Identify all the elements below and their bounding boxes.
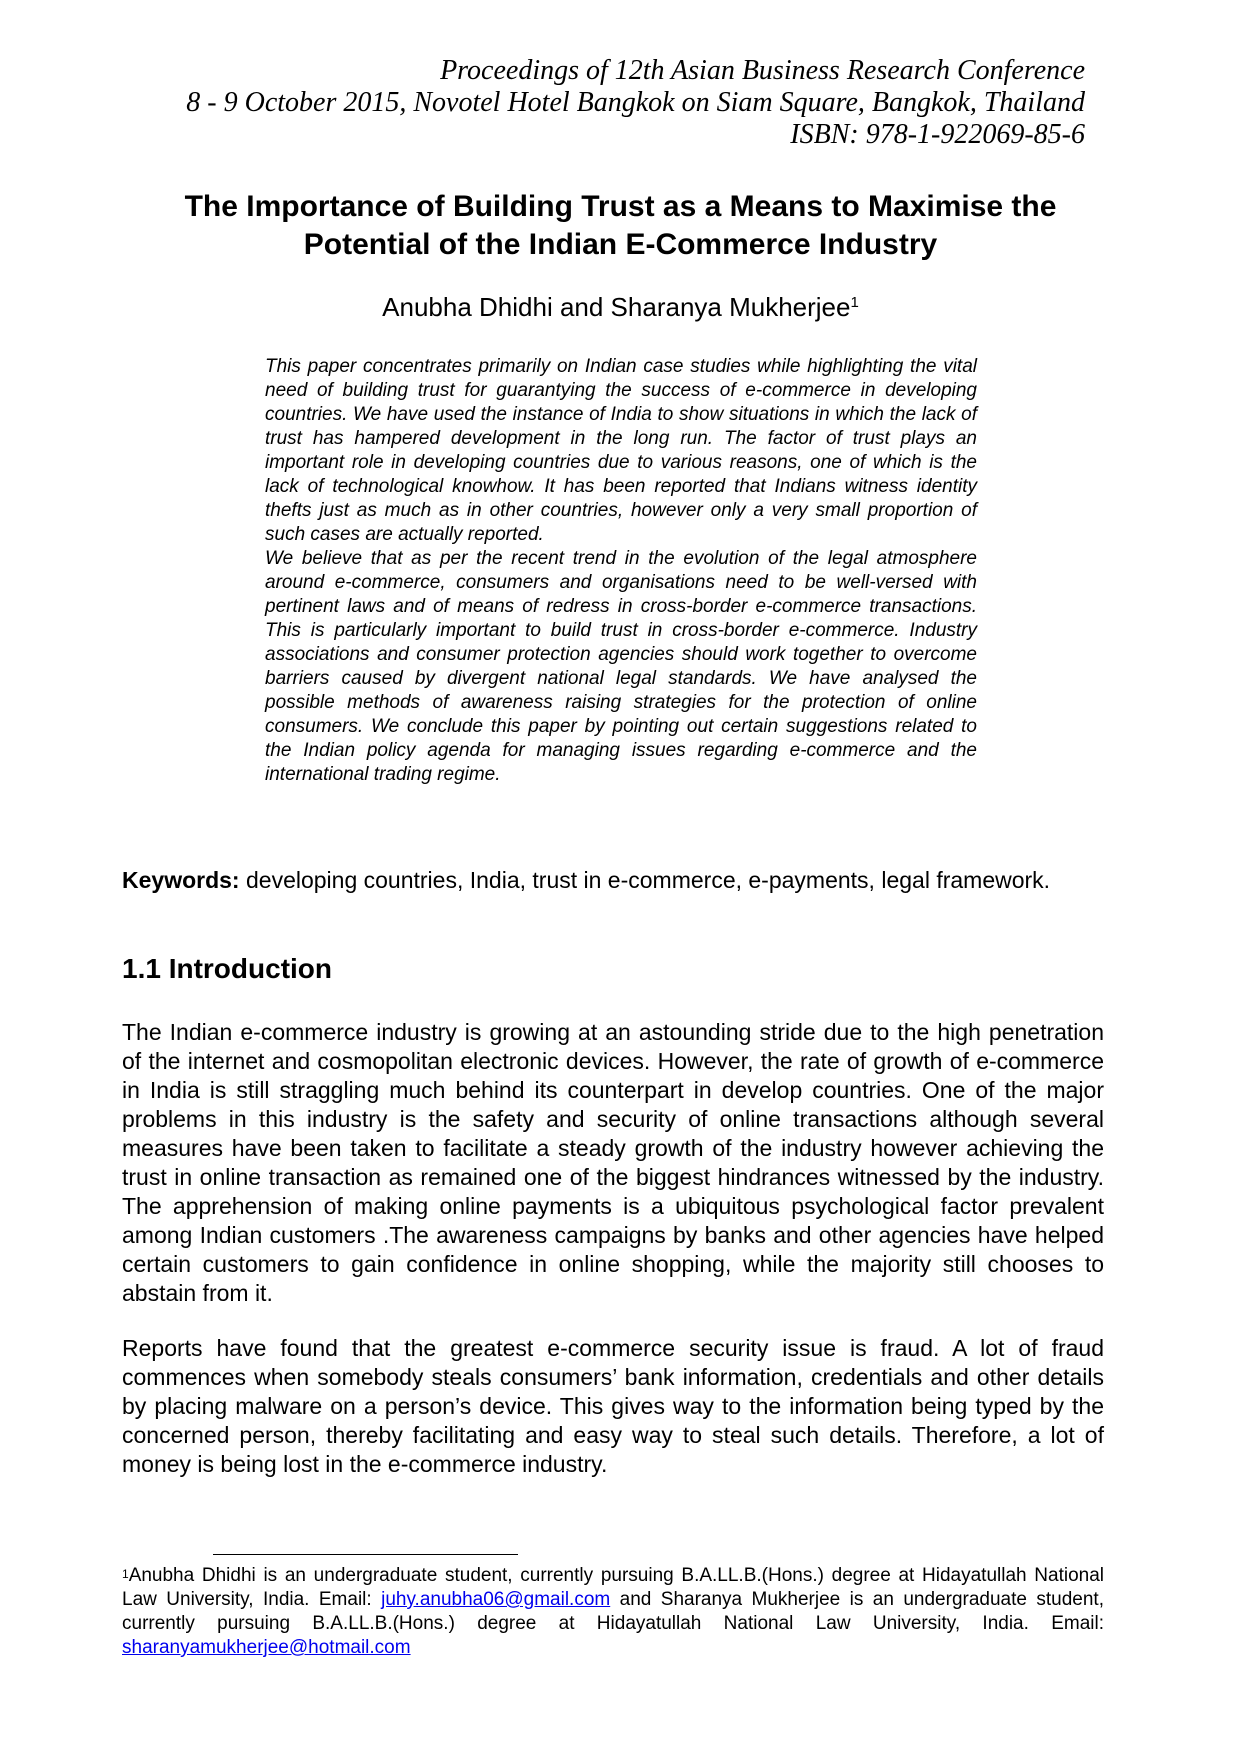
- introduction-paragraph-1: The Indian e-commerce industry is growing at an astounding stride due to the high penetration of the internet and cosmopolitan electronic devices. However, the rate of growth of e-commerce in India is still straggling much behind its counterpart in develop countries. One of the major problems in this industry is the safety and security of online transactions although several measures have been taken to facilitate a steady growth of the industry however achieving the trust in online transaction as remained one of the biggest hindrances witnessed by the industry. The apprehension of making online payments is a ubiquitous psychological factor prevalent among Indian customers .The awareness campaigns by banks and other agencies have helped certain customers to gain confidence in online shopping, while the majority still chooses to abstain from it.: [122, 1019, 1104, 1306]
- keywords-label: Keywords:: [122, 867, 240, 893]
- header-line-date-venue: 8 - 9 October 2015, Novotel Hotel Bangkok on Siam Square, Bangkok, Thailand: [186, 87, 1085, 118]
- keywords: [122, 866, 1104, 895]
- conference-header: [105, 55, 1085, 151]
- abstract-paragraph-2: We believe that as per the recent trend in the evolution of the legal atmosphere around e-commerce, consumers and organisations need to be well-versed with pertinent laws and of means of redress in cross-border e-commerce transactions. This is particularly important to build trust in cross-border e-commerce. Industry associations and consumer protection agencies should work together to overcome barriers caused by divergent national legal standards. We have analysed the possible methods of awareness raising strategies for the protection of online consumers. We conclude this paper by pointing out certain suggestions related to the Indian policy agenda for managing issues regarding e-commerce and the international trading regime.: [265, 548, 977, 785]
- introduction-paragraph-2: Reports have found that the greatest e-commerce security issue is fraud. A lot of fraud commences when somebody steals consumers’ bank information, credentials and other details by placing malware on a person’s device. This gives way to the information being typed by the concerned person, thereby facilitating and easy way to steal such details. Therefore, a lot of money is being lost in the e-commerce industry.: [122, 1335, 1104, 1477]
- paper-title: [100, 188, 1141, 264]
- email-link-anubha[interactable]: juhy.anubha06@gmail.com: [381, 1589, 611, 1610]
- footnote-divider: [213, 1554, 518, 1555]
- footnote-text-1: Anubha Dhidhi is an undergraduate student, currently pursuing B.A.LL.B.(Hons.) degree at Hidayatullah National Law University, India. Email:: [122, 1565, 1104, 1610]
- header-line-isbn: ISBN: 978-1-922069-85-6: [790, 119, 1085, 150]
- section-heading: 1.1 Introduction: [122, 953, 332, 984]
- title-line-2: Potential of the Indian E-Commerce Industry: [303, 228, 938, 261]
- abstract-paragraph-1: This paper concentrates primarily on Indian case studies while highlighting the vital need of building trust for guarantying the success of e-commerce in developing countries. We have used the instance of India to show situations in which the lack of trust has hampered development in the long run. The factor of trust plays an important role in developing countries due to various reasons, one of which is the lack of technological knowhow. It has been reported that Indians witness identity thefts just as much as in other countries, however only a very small proportion of such cases are actually reported.: [265, 356, 977, 545]
- title-line-1: The Importance of Building Trust as a Means to Maximise the: [184, 190, 1057, 223]
- footnote: [122, 1564, 1104, 1660]
- footnote-text-2: and Sharanya Mukherjee is an undergraduate student, currently pursuing B.A.LL.B.(Hons.) degree at Hidayatullah National Law University, India. Email:: [122, 1589, 1104, 1634]
- author-names: Anubha Dhidhi and Sharanya Mukherjee: [382, 292, 851, 322]
- header-line-proceedings: Proceedings of 12th Asian Business Research Conference: [440, 55, 1085, 86]
- footnote-mark: 1: [122, 1567, 129, 1581]
- keywords-text: developing countries, India, trust in e-commerce, e-payments, legal framework.: [245, 867, 1051, 893]
- email-link-sharanya[interactable]: sharanyamukherjee@hotmail.com: [122, 1637, 411, 1658]
- author-line: [100, 291, 1141, 323]
- abstract: [265, 355, 977, 787]
- author-footnote-mark: 1: [850, 294, 859, 311]
